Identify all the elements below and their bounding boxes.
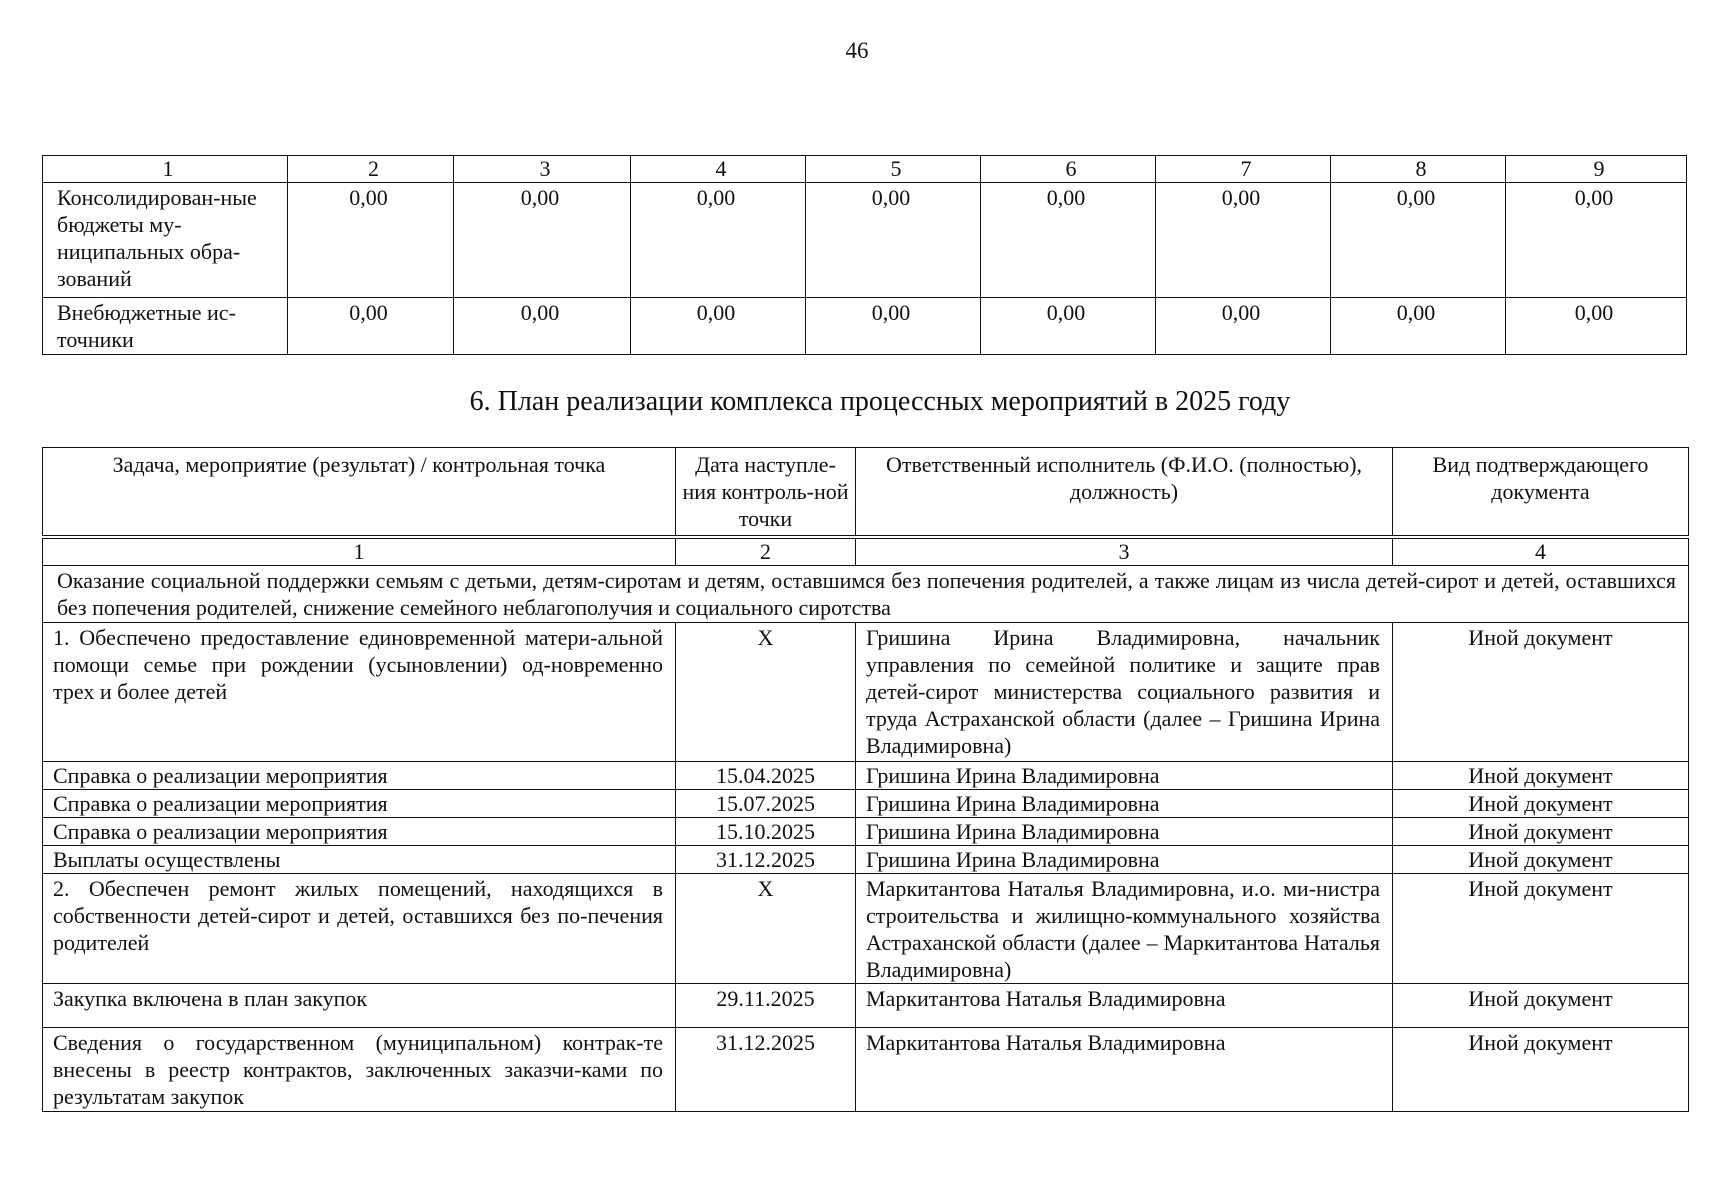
cell-value: 0,00 xyxy=(1331,183,1506,298)
column-number: 9 xyxy=(1506,156,1687,183)
table-row xyxy=(43,1028,1689,1112)
responsible-cell: Гришина Ирина Владимировна xyxy=(856,818,1393,846)
plan-header-row xyxy=(43,448,1689,538)
date-cell: 29.11.2025 xyxy=(676,984,856,1028)
date-cell: 15.04.2025 xyxy=(676,762,856,790)
document-cell: Иной документ xyxy=(1393,984,1689,1028)
table-row xyxy=(43,762,1689,790)
cell-value: 0,00 xyxy=(1506,298,1687,355)
event-cell: Справка о реализации мероприятия xyxy=(43,790,676,818)
date-cell: 31.12.2025 xyxy=(676,1028,856,1112)
event-cell: Справка о реализации мероприятия xyxy=(43,762,676,790)
table-row xyxy=(43,623,1689,762)
column-number: 6 xyxy=(981,156,1156,183)
responsible-cell: Гришина Ирина Владимировна xyxy=(856,846,1393,874)
plan-column-numbers xyxy=(43,537,1689,566)
event-cell: Сведения о государственном (муниципальном) контрак-те внесены в реестр контрактов, заключенных заказчи-ками по результатам закупок xyxy=(43,1028,676,1112)
column-number: 7 xyxy=(1156,156,1331,183)
column-number: 3 xyxy=(856,537,1393,566)
event-cell: 2. Обеспечен ремонт жилых помещений, находящихся в собственности детей-сирот и детей, оставшихся без по-печения родителей xyxy=(43,874,676,984)
budget-column-numbers xyxy=(43,156,1687,183)
cell-value: 0,00 xyxy=(1331,298,1506,355)
cell-value: 0,00 xyxy=(1156,183,1331,298)
document-cell: Иной документ xyxy=(1393,846,1689,874)
table-row xyxy=(43,298,1687,355)
cell-value: 0,00 xyxy=(981,298,1156,355)
column-number: 2 xyxy=(676,537,856,566)
event-cell: Закупка включена в план закупок xyxy=(43,984,676,1028)
cell-value: 0,00 xyxy=(1506,183,1687,298)
cell-value: 0,00 xyxy=(454,183,631,298)
column-number: 3 xyxy=(454,156,631,183)
column-number: 1 xyxy=(43,156,288,183)
page-number: 46 xyxy=(845,38,869,63)
column-number: 5 xyxy=(806,156,981,183)
document-cell: Иной документ xyxy=(1393,1028,1689,1112)
document-cell: Иной документ xyxy=(1393,818,1689,846)
document-cell: Иной документ xyxy=(1393,874,1689,984)
cell-value: 0,00 xyxy=(631,298,806,355)
task-row xyxy=(43,566,1689,623)
column-number: 1 xyxy=(43,537,676,566)
event-cell: Справка о реализации мероприятия xyxy=(43,818,676,846)
responsible-cell: Гришина Ирина Владимировна xyxy=(856,762,1393,790)
header-task: Задача, мероприятие (результат) / контрольная точка xyxy=(43,448,676,538)
date-cell: 15.10.2025 xyxy=(676,818,856,846)
cell-value: 0,00 xyxy=(288,298,454,355)
document-cell: Иной документ xyxy=(1393,762,1689,790)
column-number: 4 xyxy=(631,156,806,183)
responsible-cell: Гришина Ирина Владимировна xyxy=(856,790,1393,818)
date-cell: X xyxy=(676,874,856,984)
row-label: Консолидирован-ные бюджеты му-ниципальных обра-зований xyxy=(43,183,288,298)
date-cell: 15.07.2025 xyxy=(676,790,856,818)
cell-value: 0,00 xyxy=(1156,298,1331,355)
table-row xyxy=(43,183,1687,298)
column-number: 8 xyxy=(1331,156,1506,183)
date-cell: 31.12.2025 xyxy=(676,846,856,874)
header-responsible: Ответственный исполнитель (Ф.И.О. (полностью), должность) xyxy=(856,448,1393,538)
header-date: Дата наступле-ния контроль-ной точки xyxy=(676,448,856,538)
cell-value: 0,00 xyxy=(806,183,981,298)
date-cell: X xyxy=(676,623,856,762)
header-document: Вид подтверждающего документа xyxy=(1393,448,1689,538)
responsible-cell: Маркитантова Наталья Владимировна xyxy=(856,984,1393,1028)
row-label: Внебюджетные ис-точники xyxy=(43,298,288,355)
responsible-cell: Маркитантова Наталья Владимировна, и.о. ми-нистра строительства и жилищно-коммунального хозяйства Астраханской области (далее – Маркитантова Наталья Владимировна) xyxy=(856,874,1393,984)
document-cell: Иной документ xyxy=(1393,790,1689,818)
document-cell: Иной документ xyxy=(1393,623,1689,762)
responsible-cell: Гришина Ирина Владимировна, начальник управления по семейной политике и защите прав детей-сирот министерства социального развития и труда Астраханской области (далее – Гришина Ирина Владимировна) xyxy=(856,623,1393,762)
column-number: 4 xyxy=(1393,537,1689,566)
budget-table xyxy=(42,155,1687,355)
cell-value: 0,00 xyxy=(981,183,1156,298)
table-row xyxy=(43,874,1689,984)
responsible-cell: Маркитантова Наталья Владимировна xyxy=(856,1028,1393,1112)
table-row xyxy=(43,846,1689,874)
table-row xyxy=(43,818,1689,846)
cell-value: 0,00 xyxy=(806,298,981,355)
column-number: 2 xyxy=(288,156,454,183)
cell-value: 0,00 xyxy=(288,183,454,298)
table-row xyxy=(43,984,1689,1028)
table-row xyxy=(43,790,1689,818)
section-title: 6. План реализации комплекса процессных мероприятий в 2025 году xyxy=(469,386,1291,417)
cell-value: 0,00 xyxy=(631,183,806,298)
task-text: Оказание социальной поддержки семьям с детьми, детям-сиротам и детям, оставшимся без попечения родителей, а также лицам из числа детей-сирот и детей, оставшихся без попечения родителей, снижение семейного неблагополучия и социального сиротства xyxy=(43,566,1689,623)
cell-value: 0,00 xyxy=(454,298,631,355)
event-cell: Выплаты осуществлены xyxy=(43,846,676,874)
plan-table xyxy=(42,447,1689,1112)
event-cell: 1. Обеспечено предоставление единовременной матери-альной помощи семье при рождении (усыновлении) од-новременно трех и более детей xyxy=(43,623,676,762)
